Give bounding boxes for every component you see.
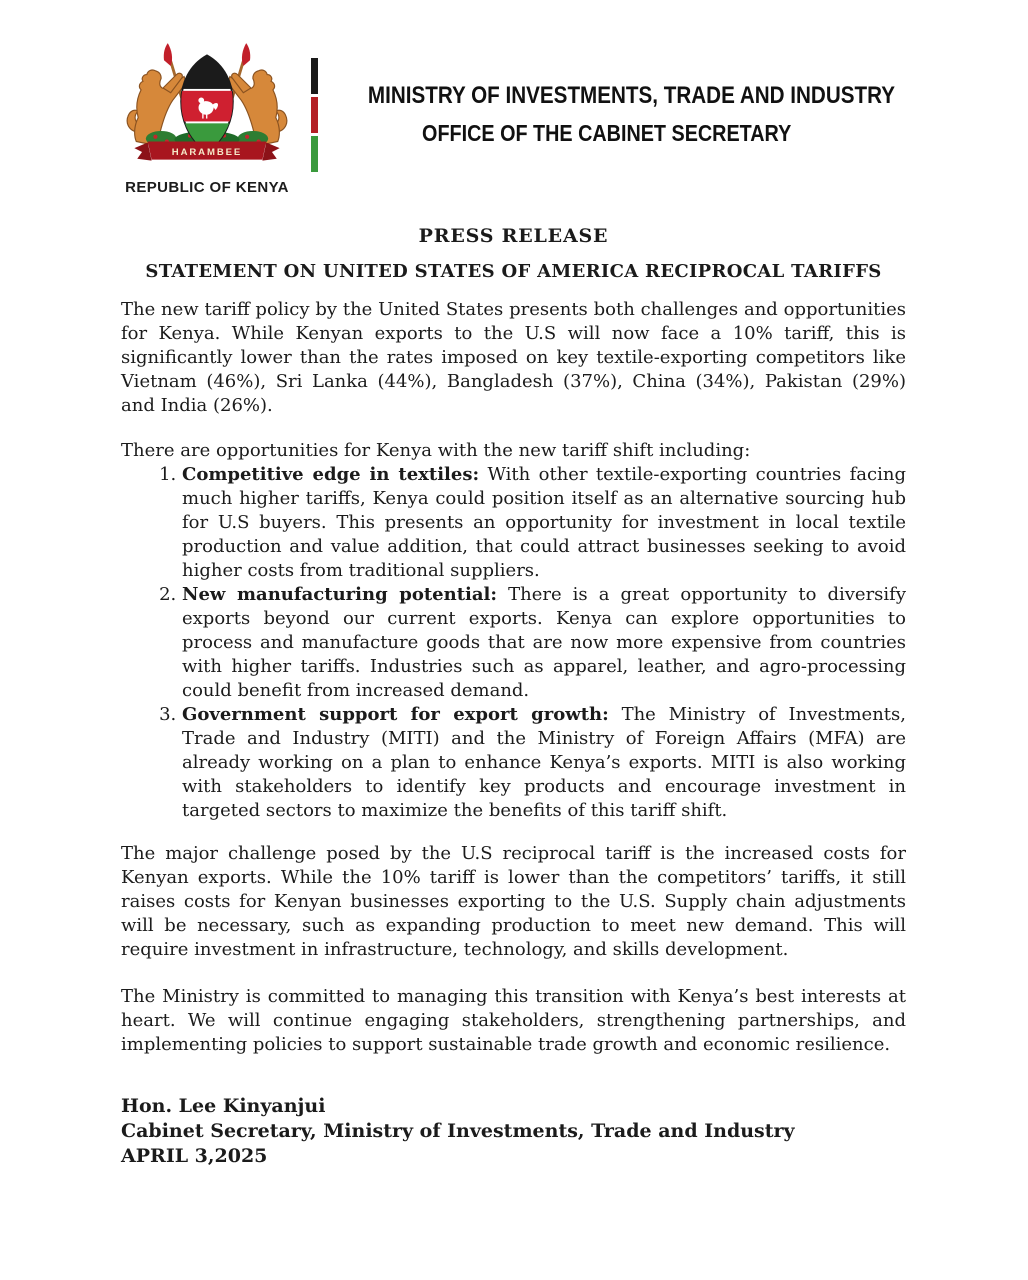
paragraph-opportunities-intro: There are opportunities for Kenya with the new tariff shift including: [121, 440, 751, 461]
list-item-competitive-edge [182, 463, 906, 583]
harambee-banner [134, 141, 279, 160]
list-item-lead: Government support for export growth: [182, 704, 609, 725]
document-body [0, 225, 1028, 1169]
signature-block [121, 1094, 906, 1169]
flag-divider-bar [311, 58, 318, 172]
harambee-label: HARAMBEE [171, 146, 243, 158]
office-subtitle [325, 120, 888, 147]
signature-date: APRIL 3,2025 [121, 1145, 268, 1167]
list-item-lead: Competitive edge in textiles: [182, 464, 480, 485]
flag-bar-black-segment [311, 58, 318, 94]
list-item-text: With other textile-exporting countries facing much higher tariffs, Kenya could position itself as an alternative sourcing hub for U.S buyers. This presents an opportunity for investment in local textile production and value addition, that could attract businesses seeking to avoid higher costs from traditional suppliers. [182, 464, 906, 581]
office-subtitle-text: OFFICE OF THE CABINET SECRETARY [421, 120, 792, 146]
list-item-government-support [182, 703, 906, 823]
opportunities-list [121, 463, 906, 823]
list-item-text: The Ministry of Investments, Trade and Industry (MITI) and the Ministry of Foreign Affairs (MFA) are already working on a plan to enhance Kenya’s exports. MITI is also working with stakeholders to identify key products and encourage investment in targeted sectors to maximize the benefits of this tariff shift. [182, 704, 906, 821]
list-item-text: There is a great opportunity to diversify exports beyond our current exports. Kenya can explore opportunities to process and manufacture goods that are now more expensive from countries with higher tariffs. Industries such as apparel, leather, and agro-processing could benefit from increased demand. [182, 584, 907, 701]
kenya-coat-of-arms-icon [121, 42, 293, 176]
list-item-manufacturing-potential [182, 583, 906, 703]
press-release-heading: PRESS RELEASE [418, 225, 609, 247]
signatory-title: Cabinet Secretary, Ministry of Investments, Trade and Industry [121, 1120, 795, 1142]
statement-heading: STATEMENT ON UNITED STATES OF AMERICA RECIPROCAL TARIFFS [145, 261, 882, 282]
ministry-title [325, 82, 896, 110]
paragraph-challenge: The major challenge posed by the U.S reciprocal tariff is the increased costs for Kenyan exports. While the 10% tariff is lower than the competitors’ tariffs, it still raises costs for Kenyan businesses exporting to the U.S. Supply chain adjustments will be necessary, such as expanding production to meet new demand. This will require investment in infrastructure, technology, and skills development. [121, 843, 906, 960]
ministry-title-text: MINISTRY OF INVESTMENTS, TRADE AND INDUSTRY [367, 82, 896, 109]
letterhead [0, 0, 1028, 196]
ministry-title-block [325, 82, 896, 147]
paragraph-tariff-overview: The new tariff policy by the United States presents both challenges and opportunities for Kenya. While Kenyan exports to the U.S will now face a 10% tariff, this is significantly lower than the rates imposed on key textile-exporting competitors like Vietnam (46%), Sri Lanka (44%), Bangladesh (37%), China (34%), Pakistan (29%) and India (26%). [121, 299, 906, 416]
flag-bar-green-segment [311, 136, 318, 172]
logo-block [120, 42, 294, 196]
paragraph-commitment: The Ministry is committed to managing this transition with Kenya’s best interests at heart. We will continue engaging stakeholders, strengthening partnerships, and implementing policies to support sustainable trade growth and economic resilience. [121, 986, 906, 1055]
flag-bar-red-segment [311, 97, 318, 133]
signatory-name: Hon. Lee Kinyanjui [121, 1095, 326, 1117]
republic-label: REPUBLIC OF KENYA [125, 179, 289, 196]
list-item-lead: New manufacturing potential: [182, 584, 498, 605]
